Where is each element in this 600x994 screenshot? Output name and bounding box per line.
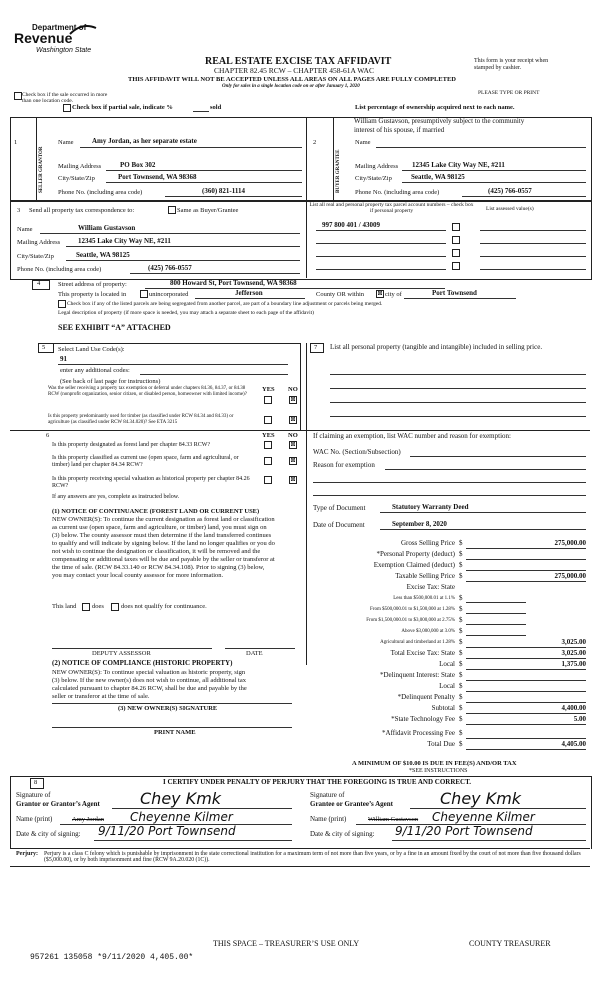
grantee-sig-label2: Grantee or Grantee’s Agent bbox=[310, 800, 394, 808]
tax-cur: $ bbox=[459, 627, 463, 635]
parcel-1-checkbox[interactable] bbox=[452, 223, 460, 231]
section5-no: 5 bbox=[42, 344, 46, 351]
doc-date: September 8, 2020 bbox=[392, 520, 447, 528]
tax-cur: $ bbox=[459, 572, 463, 580]
s6-q2: Is this property classified as current use (open space, farm and agricultural, or timber) land per chapter 84.34 RCW? bbox=[52, 455, 239, 468]
seller-name: Amy Jordan, as her separate estate bbox=[92, 137, 197, 145]
tax-label: Above $3,000,000 at 3.0% bbox=[401, 629, 455, 634]
tax-cur: $ bbox=[459, 594, 463, 602]
legal-description-label: Legal description of property (if more space is needed, you may attach a separate sheet to each page of the affidavit) bbox=[58, 310, 314, 316]
tax-cur: $ bbox=[459, 561, 463, 569]
grantee-date-city: 9/11/20 Port Townsend bbox=[395, 824, 533, 838]
s5-q2-yes[interactable] bbox=[264, 416, 272, 424]
grantor-date-city: 9/11/20 Port Townsend bbox=[98, 824, 236, 838]
tax-label: Local bbox=[439, 660, 455, 668]
notice1-line3: to qualify and will indicate by signing below. If the land no longer qualifies or you do bbox=[52, 540, 275, 547]
buyer-city-label: City/State/Zip bbox=[355, 175, 392, 182]
seller-city-label: City/State/Zip bbox=[58, 175, 95, 182]
s3-city: Seattle, WA 98125 bbox=[76, 251, 130, 259]
perjury-text: Perjury is a class C felony which is punishable by imprisonment in the state correctional institution for a maximum term of not more than five years, or by a fine in an amount fixed by the court of not more than five thousand dollars ($5,000.00), or by both imprisonment and fine (RCW 9A.20.020 (1C)). bbox=[44, 851, 581, 864]
tax-value: 4,400.00 bbox=[561, 704, 586, 712]
s3-name-label: Name bbox=[17, 226, 33, 233]
buyer-name-label: Name bbox=[355, 139, 371, 146]
tax-cur: $ bbox=[459, 660, 463, 668]
city-name: Port Townsend bbox=[432, 289, 477, 297]
s5-q2-no[interactable]: ⊠ bbox=[290, 417, 296, 423]
grantor-sig-label2: Grantor or Grantor’s Agent bbox=[16, 800, 100, 808]
grantee-name-struck: William Gustavson bbox=[368, 816, 419, 823]
same-as-buyer-label: Same as Buyer/Grantee bbox=[177, 207, 239, 214]
seller-city: Port Townsend, WA 98368 bbox=[118, 173, 197, 181]
grantee-name-handwritten: Cheyenne Kilmer bbox=[432, 810, 535, 824]
street-address: 800 Howard St, Port Townsend, WA 98368 bbox=[170, 279, 297, 287]
tax-label: From $1,500,000.01 to $3,000,000 at 2.75% bbox=[366, 618, 455, 623]
tax-cur: $ bbox=[459, 638, 463, 646]
seller-phone: (360) 821-1114 bbox=[202, 187, 245, 195]
grantor-name-struck: Amy Jordan bbox=[72, 816, 104, 823]
dor-logo bbox=[14, 18, 124, 58]
s5-q1-no[interactable]: ⊠ bbox=[290, 397, 296, 403]
grantee-sig-label1: Signature of bbox=[310, 791, 345, 799]
tax-value: 275,000.00 bbox=[554, 539, 586, 547]
buyer-city: Seattle, WA 98125 bbox=[411, 173, 465, 181]
tax-cur: $ bbox=[459, 704, 463, 712]
notice2-line3: seller or transferor at the time of sale. bbox=[52, 693, 150, 700]
seller-name-label: Name bbox=[58, 139, 74, 146]
notice1-line1: as current use (open space, farm and agriculture, or timber) land, you must sign on bbox=[52, 524, 267, 531]
s6-q2-yes[interactable] bbox=[264, 457, 272, 465]
doc-type-label: Type of Document bbox=[313, 504, 366, 512]
seller-mailing: PO Box 302 bbox=[120, 161, 156, 169]
tax-label: From $500,000.01 to $1,500,000 at 1.28% bbox=[370, 607, 455, 612]
reason-label: Reason for exemption bbox=[313, 461, 375, 469]
unincorporated-checkbox[interactable] bbox=[140, 290, 148, 298]
receipt-stamp: 957261 135058 *9/11/2020 4,405.00* bbox=[30, 953, 194, 962]
s6-q3-yes[interactable] bbox=[264, 476, 272, 484]
s6-q1-yes[interactable] bbox=[264, 441, 272, 449]
parcel-4-checkbox[interactable] bbox=[452, 262, 460, 270]
tax-label: Agricultural and timberland at 1.28% bbox=[380, 640, 455, 645]
ownership-note: List percentage of ownership acquired next to each name. bbox=[355, 104, 515, 111]
deputy-assessor-label: DEPUTY ASSESSOR bbox=[92, 650, 151, 657]
exemption-label: If claiming an exemption, list WAC number and reason for exemption: bbox=[313, 432, 511, 440]
s6-if-yes: If any answers are yes, complete as instructed below. bbox=[52, 494, 180, 500]
buyer-mailing: 12345 Lake City Way NE, #211 bbox=[412, 161, 505, 169]
does-label: does bbox=[92, 603, 104, 610]
grantor-signature: Chey Kmk bbox=[140, 789, 222, 808]
notice2-line1: (3) below. If the new owner(s) does not wish to continue, all additional tax bbox=[52, 677, 246, 684]
form-chapter: CHAPTER 82.45 RCW – CHAPTER 458-61A WAC bbox=[214, 66, 374, 75]
s3-mailing-label: Mailing Address bbox=[17, 239, 61, 246]
buyer-section-no: 2 bbox=[313, 139, 317, 146]
logo-line3: Washington State bbox=[36, 47, 92, 54]
buyer-name-line2: interest of his spouse, if married bbox=[354, 126, 445, 134]
section7-no: 7 bbox=[314, 344, 318, 351]
tax-cur: $ bbox=[459, 729, 463, 737]
notice2-line2: calculated pursuant to chapter 84.26 RCW, shall be due and payable by the bbox=[52, 685, 247, 692]
tax-label: Taxable Selling Price bbox=[395, 572, 455, 580]
seller-side-label: SELLER GRANTOR bbox=[39, 146, 44, 193]
s3-name: William Gustavson bbox=[78, 224, 136, 232]
section5-no-box bbox=[38, 343, 54, 353]
s5-q2: Is this property predominantly used for timber (as classified under RCW 84.34 and 84.33) or agriculture (as classified under RCW 84.34.020)? See ETA 3215 bbox=[48, 414, 234, 425]
section8-no: 8 bbox=[34, 779, 38, 786]
perjury-title: Perjury: bbox=[16, 851, 38, 857]
minimum-due: A MINIMUM OF $10.00 IS DUE IN FEE(S) AND/OR TAX bbox=[352, 760, 517, 767]
section4-no-box bbox=[32, 280, 50, 290]
doc-type: Statutory Warranty Deed bbox=[392, 503, 469, 511]
see-back-label: (See back of last page for instructions) bbox=[60, 378, 161, 385]
tax-cur: $ bbox=[459, 605, 463, 613]
s3-phone-label: Phone No. (including area code) bbox=[17, 266, 102, 273]
notice2-title: (2) NOTICE OF COMPLIANCE (HISTORIC PROPERTY) bbox=[52, 659, 233, 667]
tax-value: 3,025.00 bbox=[561, 638, 586, 646]
tax-label: Exemption Claimed (deduct) bbox=[373, 561, 455, 569]
grantor-sig-label1: Signature of bbox=[16, 791, 51, 799]
land-does-checkbox[interactable] bbox=[82, 603, 90, 611]
see-instructions: *SEE INSTRUCTIONS bbox=[409, 768, 468, 774]
s6-q1-no[interactable]: ⊠ bbox=[290, 442, 296, 448]
s6-q2-no[interactable]: ⊠ bbox=[290, 458, 296, 464]
tax-cur: $ bbox=[459, 682, 463, 690]
tax-label: *State Technology Fee bbox=[391, 715, 455, 723]
sold-label: sold bbox=[210, 104, 222, 111]
tax-label: *Delinquent Penalty bbox=[397, 693, 455, 701]
tax-value: 275,000.00 bbox=[554, 572, 586, 580]
new-owner-signature-label: (3) NEW OWNER(S) SIGNATURE bbox=[118, 705, 218, 712]
parcel-3-checkbox[interactable] bbox=[452, 249, 460, 257]
tax-value: 5.00 bbox=[573, 715, 586, 723]
tax-value: 3,025.00 bbox=[561, 649, 586, 657]
located-label: This property is located in bbox=[58, 291, 127, 298]
unincorporated-label: unincorporated bbox=[149, 291, 189, 298]
s3-mailing: 12345 Lake City Way NE, #211 bbox=[78, 237, 171, 245]
buyer-side-label: BUYER GRANTEE bbox=[336, 149, 341, 193]
logo-line2: Revenue bbox=[14, 30, 73, 46]
tax-cur: $ bbox=[459, 616, 463, 624]
partial-sale-checkbox[interactable] bbox=[63, 104, 71, 112]
wac-label: WAC No. (Section/Subsection) bbox=[313, 448, 401, 456]
seller-phone-label: Phone No. (including area code) bbox=[58, 189, 143, 196]
tax-cur: $ bbox=[459, 740, 463, 748]
this-land-label: This land bbox=[52, 603, 77, 610]
additional-codes-label: enter any additional codes: bbox=[60, 367, 130, 374]
does-not-label: does not qualify for continuance. bbox=[121, 603, 207, 610]
county-treasurer: COUNTY TREASURER bbox=[469, 939, 551, 948]
seller-mailing-label: Mailing Address bbox=[58, 163, 102, 170]
buyer-phone-label: Phone No. (including area code) bbox=[355, 189, 440, 196]
buyer-mailing-label: Mailing Address bbox=[355, 163, 399, 170]
tax-label: Less than $500,000.01 at 1.1% bbox=[393, 596, 455, 601]
tax-label: Total Excise Tax: State bbox=[390, 649, 455, 657]
tax-cur: $ bbox=[459, 715, 463, 723]
s5-q1-yes[interactable] bbox=[264, 396, 272, 404]
tax-label: Excise Tax: State bbox=[406, 583, 455, 591]
exhibit-a: SEE EXHIBIT “A” ATTACHED bbox=[58, 323, 171, 332]
grantee-date-label: Date & city of signing: bbox=[310, 830, 375, 838]
section6-no: 6 bbox=[46, 432, 50, 439]
tax-label: Local bbox=[439, 682, 455, 690]
tax-label: *Personal Property (deduct) bbox=[376, 550, 455, 558]
grantor-date-label: Date & city of signing: bbox=[16, 830, 81, 838]
print-name-label: PRINT NAME bbox=[154, 729, 196, 736]
within-city-checkbox[interactable]: ⊠ bbox=[377, 291, 383, 297]
s6-q3-no[interactable]: ⊠ bbox=[290, 477, 296, 483]
personal-property-text: List all personal property (tangible and intangible) included in selling price. bbox=[330, 343, 543, 351]
land-does-not-checkbox[interactable] bbox=[111, 603, 119, 611]
grantor-name-handwritten: Cheyenne Kilmer bbox=[130, 810, 233, 824]
tax-label: Total Due bbox=[427, 740, 455, 748]
s5-no-header: NO bbox=[288, 386, 298, 393]
section4-no: 4 bbox=[37, 280, 41, 287]
logo-line1: Department of bbox=[32, 23, 87, 32]
multi-location-checkbox[interactable] bbox=[14, 92, 22, 100]
parcel-number: 997 800 401 / 43009 bbox=[322, 221, 380, 229]
certify-text: I CERTIFY UNDER PENALTY OF PERJURY THAT THE FOREGOING IS TRUE AND CORRECT. bbox=[163, 778, 472, 786]
s6-yes-header: YES bbox=[262, 432, 275, 439]
notice1-line4: not wish to continue the designation or classification, it will be removed and the bbox=[52, 548, 261, 555]
notice2-line0: NEW OWNER(S): To continue special valuation as historic property, sign bbox=[52, 669, 246, 676]
notice1-line2: (3) below. The county assessor must then determine if the land transferred continues bbox=[52, 532, 272, 539]
tax-value: 1,375.00 bbox=[561, 660, 586, 668]
tax-cur: $ bbox=[459, 550, 463, 558]
tax-cur: $ bbox=[459, 649, 463, 657]
land-use-code: 91 bbox=[60, 355, 67, 363]
tax-label: *Delinquent Interest: State bbox=[379, 671, 455, 679]
parcel-header: List all real and personal property tax parcel account numbers – check box if personal property bbox=[309, 202, 474, 215]
segregated-label: Check box if any of the listed parcels are being segregated from another parcel, are part of a boundary line adjustment or parcels being merged. bbox=[67, 301, 383, 307]
s3-phone: (425) 766-0557 bbox=[148, 264, 192, 272]
multi-location-label: Check box if the sale occurred in more than one location code. bbox=[22, 92, 108, 105]
partial-sale-label: Check box if partial sale, indicate % bbox=[72, 104, 173, 111]
county-name: Jefferson bbox=[235, 289, 263, 297]
grantee-name-label: Name (print) bbox=[310, 815, 347, 823]
form-title: REAL ESTATE EXCISE TAX AFFIDAVIT bbox=[205, 56, 392, 67]
tax-label: Subtotal bbox=[431, 704, 455, 712]
grantee-signature: Chey Kmk bbox=[440, 789, 522, 808]
buyer-name-line1: William Gustavson, presumptively subject to the community bbox=[354, 117, 525, 125]
form-warning: THIS AFFIDAVIT WILL NOT BE ACCEPTED UNLESS ALL AREAS ON ALL PAGES ARE FULLY COMPLETED bbox=[128, 76, 456, 83]
notice1-line7: you may contact your local county assessor for more information. bbox=[52, 572, 224, 579]
receipt-note: This form is your receipt when stamped by cashier. bbox=[474, 58, 549, 71]
tax-cur: $ bbox=[459, 693, 463, 701]
s6-no-header: NO bbox=[288, 432, 298, 439]
tax-label: Gross Selling Price bbox=[400, 539, 455, 547]
doc-date-label: Date of Document bbox=[313, 521, 365, 529]
notice1-line0: NEW OWNER(S): To continue the current designation as forest land or classification bbox=[52, 516, 275, 523]
logo-swoosh-icon bbox=[68, 24, 98, 36]
tax-label: *Affidavit Processing Fee bbox=[382, 729, 455, 737]
s6-q1: Is this property designated as forest land per chapter 84.33 RCW? bbox=[52, 442, 211, 448]
section3-label: Send all property tax correspondence to: bbox=[29, 207, 135, 214]
notice1-title: (1) NOTICE OF CONTINUANCE (FOREST LAND OR CURRENT USE) bbox=[52, 508, 260, 515]
tax-value: 4,405.00 bbox=[561, 740, 586, 748]
deputy-date-label: DATE bbox=[246, 650, 263, 657]
segregated-checkbox[interactable] bbox=[58, 300, 66, 308]
city-of-label: city of bbox=[385, 291, 402, 298]
notice1-line6: the time of sale. (RCW 84.33.140 or RCW 84.34.108). Prior to signing (3) below, bbox=[52, 564, 265, 571]
same-as-buyer-checkbox[interactable] bbox=[168, 206, 176, 214]
assessed-header: List assessed value(s) bbox=[486, 206, 534, 212]
seller-section-no: 1 bbox=[14, 139, 18, 146]
grantor-name-label: Name (print) bbox=[16, 815, 53, 823]
county-label: County OR within bbox=[316, 291, 365, 298]
parcel-2-checkbox[interactable] bbox=[452, 236, 460, 244]
form-subtitle: Only for sales in a single location code on or after January 1, 2020 bbox=[222, 84, 360, 89]
s6-q3: Is this property receiving special valuation as historical property per chapter 84.26 RCW? bbox=[52, 476, 250, 489]
type-or-print: PLEASE TYPE OR PRINT bbox=[478, 90, 540, 96]
s5-yes-header: YES bbox=[262, 386, 275, 393]
land-use-label: Select Land Use Code(s): bbox=[58, 346, 125, 353]
treasurer-space: THIS SPACE – TREASURER’S USE ONLY bbox=[213, 939, 360, 948]
tax-cur: $ bbox=[459, 539, 463, 547]
s3-city-label: City/State/Zip bbox=[17, 253, 54, 260]
notice1-line5: compensating or additional taxes will be due and payable by the seller or transferor at bbox=[52, 556, 275, 563]
street-label: Street address of property: bbox=[58, 281, 127, 288]
section3-no: 3 bbox=[17, 207, 21, 214]
s5-q1: Was the seller receiving a property tax exemption or deferral under chapters 84.36, 84.37, or 84.38 RCW (nonprofit organization, senior citizen, or disabled person, homeowner with limited income)? bbox=[48, 386, 247, 397]
tax-cur: $ bbox=[459, 671, 463, 679]
buyer-phone: (425) 766-0557 bbox=[488, 187, 532, 195]
